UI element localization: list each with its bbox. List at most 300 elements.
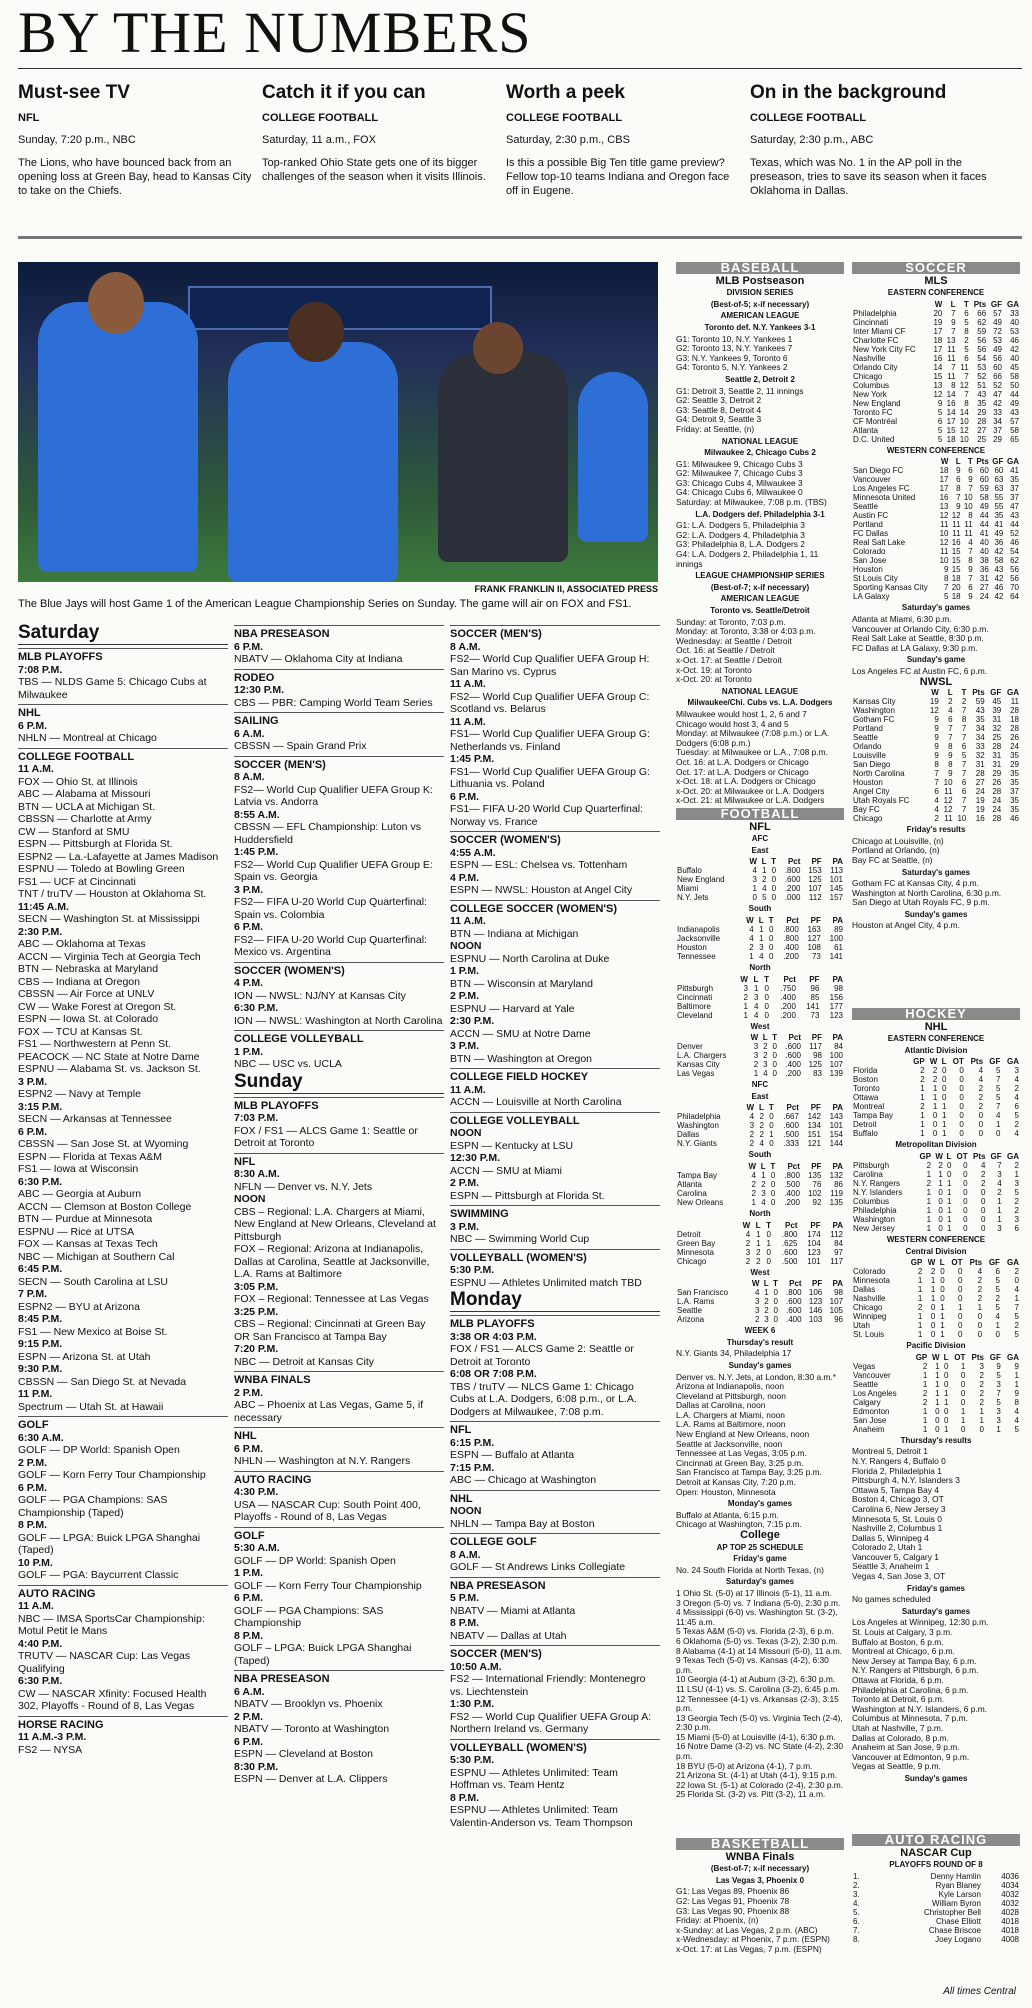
table-cell: 0 xyxy=(772,1051,777,1061)
listing-entry: ION — NWSL: NJ/NY at Kansas City xyxy=(234,989,406,1002)
table-header: W xyxy=(932,1352,940,1362)
table-cell: 0 xyxy=(942,1093,947,1103)
table-cell: 7 xyxy=(995,1102,1001,1112)
series-title: Las Vegas 3, Phoenix 0 xyxy=(715,1875,805,1885)
table-header xyxy=(852,1057,908,1066)
table-cell: 9 xyxy=(951,317,956,327)
table-row xyxy=(676,893,844,902)
table-row xyxy=(852,1416,1020,1425)
table-row xyxy=(676,1257,844,1266)
schedule-line: Open: Houston, Minnesota xyxy=(676,1486,776,1497)
table-cell: 1 xyxy=(753,1069,759,1079)
table-cell: 0 xyxy=(963,1214,968,1224)
table-row xyxy=(852,742,1020,751)
table-cell: 7 xyxy=(948,733,953,743)
table-cell: 4 xyxy=(1014,1415,1019,1425)
table-row xyxy=(852,1188,1020,1197)
standings-table xyxy=(852,688,1020,823)
table-cell: Cincinnati xyxy=(677,992,713,1002)
table-cell: 84 xyxy=(834,1042,843,1052)
table-cell: 7 xyxy=(968,574,973,584)
table-cell: 0 xyxy=(772,1069,777,1079)
table-header: T xyxy=(963,299,969,309)
table-cell: 0 xyxy=(958,1294,963,1304)
table-cell: 14 xyxy=(933,362,943,372)
table-row xyxy=(676,952,844,961)
listing-time: 8:30 P.M. xyxy=(234,1760,279,1773)
listing-entry: GOLF — PGA: Baycurrent Classic xyxy=(18,1569,179,1581)
subheading: (Best-of-7; x-if necessary) xyxy=(710,582,810,592)
table-cell: 7 xyxy=(968,484,973,494)
table-header: GA xyxy=(1007,1151,1019,1161)
subheading: (Best-of-5; x-if necessary) xyxy=(710,299,810,309)
listing-entry: ESPNU — Rice at UTSA xyxy=(18,1225,135,1238)
table-row xyxy=(852,520,1020,529)
table-cell: 0 xyxy=(977,1330,983,1340)
table-cell: 1 xyxy=(932,1084,938,1094)
table-cell: Tampa Bay xyxy=(677,1170,718,1180)
table-cell: Arizona xyxy=(677,1315,705,1325)
schedule-line: 15 Miami (5-0) at Louisville (4-1), 6:30 p.m. xyxy=(676,1731,836,1742)
table-cell: 6 xyxy=(961,778,967,788)
table-cell: 84 xyxy=(834,1238,843,1248)
standings-table xyxy=(852,300,1020,444)
table-cell: 4008 xyxy=(1001,1934,1019,1944)
section-banner: HOCKEY xyxy=(852,1008,1020,1020)
table-cell: 0 xyxy=(938,1196,943,1206)
listing-entry: FS2— World Cup Qualifier UEFA Group E: Spain vs. Georgia xyxy=(234,858,433,883)
result-line: G4: L.A. Dodgers 2, Philadelphia 1, 11 innings xyxy=(676,549,819,569)
table-cell: 139 xyxy=(829,1069,843,1079)
table-cell: Seattle xyxy=(853,502,878,512)
listing-time: 11 A.M.-3 P.M. xyxy=(18,1731,87,1743)
table-cell: 66 xyxy=(993,371,1003,381)
listing-time: 4:55 A.M. xyxy=(450,846,496,859)
table-cell: CF Montréal xyxy=(853,416,898,426)
result-line: Friday: at Seattle, (n) xyxy=(676,423,755,434)
listing-entry: TNT / truTV — Houston at Oklahoma St. xyxy=(18,888,207,900)
result-line: Saturday: at Milwaukee, 7:08 p.m. (TBS) xyxy=(676,497,827,508)
table-header: GP xyxy=(915,1352,928,1362)
table-cell: 5 xyxy=(937,425,943,435)
table-cell: 2 xyxy=(749,1130,755,1140)
listing-time: 6 A.M. xyxy=(234,727,265,740)
table-cell: 5 xyxy=(995,1303,1000,1313)
table-cell: 43 xyxy=(975,706,985,716)
table-cell: 63 xyxy=(994,484,1004,494)
table-row xyxy=(852,733,1020,742)
table-cell: 1 xyxy=(995,1120,1001,1130)
listing-entry: SECN — South Carolina at LSU xyxy=(18,1275,168,1288)
table-cell: 43 xyxy=(977,389,987,399)
listing-time: 3 P.M. xyxy=(234,883,263,896)
table-cell: 4036 xyxy=(1001,1871,1019,1881)
table-cell: 4018 xyxy=(1001,1916,1019,1926)
table-cell: 19 xyxy=(975,805,985,815)
listing-entry: CBSSN — EFL Championship: Luton vs Huddersfield xyxy=(234,821,421,846)
table-cell: 3 xyxy=(764,1315,769,1325)
table-cell: 4 xyxy=(1014,1075,1019,1085)
table-row xyxy=(852,769,1020,778)
listing-entry: NHLN — Washington at N.Y. Rangers xyxy=(234,1455,411,1467)
table-cell: 72 xyxy=(993,326,1003,336)
table-cell: 1 xyxy=(743,1010,748,1020)
listing-entry: NBATV — Toronto at Washington xyxy=(234,1723,390,1735)
table-cell: 0 xyxy=(959,1084,964,1094)
table-row xyxy=(852,363,1020,372)
sport-heading: GOLF xyxy=(234,1527,444,1543)
subheading: Sunday's games xyxy=(904,909,968,919)
table-cell: 9 xyxy=(948,769,953,779)
schedule-line: Monday: at Milwaukee (7:08 p.m.) or L.A. Dodgers (6:08 p.m.) xyxy=(676,728,830,748)
listing-time: 11 A.M. xyxy=(450,715,486,728)
table-row xyxy=(852,1161,1020,1170)
schedule-line: Ottawa at Florida, 6 p.m. xyxy=(852,1675,944,1685)
table-cell: 9 xyxy=(934,715,939,725)
section-title: NHL xyxy=(924,1020,948,1033)
table-cell: 35 xyxy=(1010,796,1019,806)
table-cell: 8 xyxy=(956,484,961,494)
table-cell: 66 xyxy=(977,308,987,318)
listing-entry: NBATV — Brooklyn vs. Phoenix xyxy=(234,1698,383,1710)
table-cell: .600 xyxy=(786,1297,802,1307)
schedule-line: 18 BYU (5-0) at Arizona (4-1), 7 p.m. xyxy=(676,1760,813,1771)
table-header: L xyxy=(939,1258,945,1268)
table-cell: 54 xyxy=(977,353,987,363)
table-cell: 9 xyxy=(934,733,939,743)
table-cell: 1 xyxy=(942,1102,947,1112)
table-cell: 4 xyxy=(978,1066,984,1076)
auto-racing-section xyxy=(852,1834,1020,1944)
table-cell: 1 xyxy=(946,1196,952,1206)
table-header: Pct xyxy=(787,1161,800,1171)
table-cell: 1 xyxy=(960,1415,966,1425)
subheading: Thursday's results xyxy=(900,1435,972,1445)
table-cell: 11 xyxy=(940,520,949,530)
schedule-line: Utah at Nashville, 7 p.m. xyxy=(852,1722,944,1733)
promo-description: The Lions, who have bounced back from an opening loss at Green Bay, head to Kansas City to take on the Chiefs. xyxy=(18,157,252,197)
table-cell: 31 xyxy=(992,751,1002,761)
table-header: Pct xyxy=(788,1033,801,1043)
table-cell: .667 xyxy=(783,1112,799,1122)
table-cell: FC Dallas xyxy=(853,529,889,539)
schedule-line: Detroit at Kansas City, 7:20 p.m. xyxy=(676,1477,796,1488)
table-header: T xyxy=(770,1161,776,1171)
table-cell: 1 xyxy=(944,1424,949,1434)
table-cell: .750 xyxy=(780,983,796,993)
sport-heading: SOCCER (MEN'S) xyxy=(234,756,444,772)
table-cell: 1 xyxy=(1014,1370,1019,1380)
listing-time: 6 P.M. xyxy=(450,790,479,803)
table-cell: 2 xyxy=(753,1060,759,1070)
table-cell: 98 xyxy=(834,983,843,993)
table-header xyxy=(676,1033,746,1042)
table-row xyxy=(852,502,1020,511)
table-cell: 2 xyxy=(979,1397,984,1407)
table-row xyxy=(852,1066,1020,1075)
table-header: L xyxy=(761,857,767,867)
listing-entry: FOX / FS1 — ALCS Game 1: Seattle or Detroit at Toronto xyxy=(234,1124,418,1149)
table-cell: 2 xyxy=(977,1276,983,1286)
table-cell: Chicago xyxy=(677,1256,707,1266)
table-cell: 1 xyxy=(922,1406,928,1416)
table-cell: 3 xyxy=(754,1306,760,1316)
table-cell: Chicago xyxy=(853,371,883,381)
table-cell: 0 xyxy=(960,1370,966,1380)
table-cell: 0 xyxy=(963,1205,968,1215)
table-row xyxy=(852,1362,1020,1371)
table-cell: 17 xyxy=(939,484,949,494)
schedule-line: 10 Georgia (4-1) at Auburn (3-2), 6:30 p.m. xyxy=(676,1674,836,1685)
sport-heading: MLB PLAYOFFS xyxy=(18,648,228,664)
table-cell: 6 xyxy=(934,787,939,797)
table-cell: Pittsburgh xyxy=(677,983,714,993)
listing-time: 9:30 P.M. xyxy=(18,1363,63,1375)
table-cell: 7 xyxy=(961,724,967,734)
table-row xyxy=(852,390,1020,399)
schedule-line: Sunday: at Toronto, 7:03 p.m. xyxy=(676,616,786,627)
table-header: T xyxy=(771,857,777,867)
table-cell: 6 xyxy=(1014,1223,1019,1233)
table-cell: 0 xyxy=(958,1267,963,1277)
table-cell: 102 xyxy=(808,1188,822,1198)
table-cell: .400 xyxy=(783,942,799,952)
table-cell: 9 xyxy=(1014,1361,1019,1371)
table-cell: 5 xyxy=(1014,1111,1019,1121)
table-cell: Montreal xyxy=(853,1102,885,1112)
table-cell: 1 xyxy=(997,1196,1002,1206)
schedule-line: x-Oct. 20: at Toronto xyxy=(676,674,752,685)
section-banner: BASKETBALL xyxy=(676,1838,844,1850)
listing-time: 5:30 P.M. xyxy=(450,1754,495,1766)
result-line: G2: L.A. Dodgers 4, Philadelphia 3 xyxy=(676,529,805,540)
table-cell: 19 xyxy=(975,796,985,806)
table-cell: 135 xyxy=(808,1170,822,1180)
schedule-line: x-Oct. 21: at Milwaukee or L.A. Dodgers xyxy=(676,795,825,806)
table-cell: 1 xyxy=(935,1361,940,1371)
table-cell: 2 xyxy=(756,1247,761,1257)
table-cell: 16 xyxy=(939,493,949,503)
table-cell: 3 xyxy=(749,1121,755,1131)
table-cell: 2 xyxy=(995,1294,1000,1304)
listing-time: 6:45 P.M. xyxy=(18,1263,63,1275)
table-row xyxy=(852,565,1020,574)
table-header: GF xyxy=(989,1352,1001,1362)
table-row xyxy=(852,1380,1020,1389)
table-cell: 29 xyxy=(993,434,1003,444)
table-header: T xyxy=(961,688,967,698)
sport-heading: NFL xyxy=(234,1153,444,1169)
table-cell: 2 xyxy=(759,1130,764,1140)
table-row xyxy=(852,1330,1020,1339)
division-heading: Atlantic Division xyxy=(904,1045,968,1055)
table-header: L xyxy=(763,1279,769,1289)
table-cell: 5 xyxy=(961,751,967,761)
table-cell: 4 xyxy=(978,1075,984,1085)
table-cell: 28 xyxy=(1010,724,1019,734)
table-header: L xyxy=(941,1057,947,1067)
table-cell: 0 xyxy=(932,1120,938,1130)
division-heading: South xyxy=(748,904,772,914)
table-cell: 1 xyxy=(1014,1169,1019,1179)
table-cell: Houston xyxy=(853,778,883,788)
table-cell: 38 xyxy=(979,556,989,566)
table-header: PF xyxy=(812,1279,823,1289)
photo-blue-jays-celebration xyxy=(18,262,658,582)
listing-time: 8:45 P.M. xyxy=(18,1313,63,1325)
table-row xyxy=(676,1198,844,1207)
listing-entry: ACCN — SMU at Notre Dame xyxy=(450,1027,591,1040)
table-cell: Boston xyxy=(853,1075,878,1085)
table-cell: North Carolina xyxy=(853,769,905,779)
table-cell: Inter Miami CF xyxy=(853,326,906,336)
football-section xyxy=(676,808,844,1800)
table-cell: 0 xyxy=(752,893,757,903)
listing-time: 5:30 A.M. xyxy=(234,1542,280,1554)
table-cell: 0 xyxy=(930,1312,936,1322)
schedule-line: Los Angeles FC at Austin FC, 6 p.m. xyxy=(852,665,987,676)
subheading: Friday's results xyxy=(906,825,966,835)
table-cell: Philadelphia xyxy=(677,1112,721,1122)
table-cell: 2 xyxy=(981,1169,986,1179)
listing-entry: FS2— World Cup Qualifier UEFA Group C: Scotland vs. Belarus xyxy=(450,690,650,715)
listing-entry: ESPN2 — BYU at Arizona xyxy=(18,1300,140,1313)
table-cell: 53 xyxy=(993,335,1003,345)
table-cell: 5 xyxy=(996,1397,1001,1407)
table-cell: 1 xyxy=(917,1330,923,1340)
sport-heading: WNBA FINALS xyxy=(234,1371,444,1387)
schedule-line: x-Oct. 19: at Toronto xyxy=(676,664,752,675)
schedule-line: 12 Tennessee (4-1) vs. Arkansas (2-3), 3:15 p.m. xyxy=(676,1693,839,1714)
table-cell: 60 xyxy=(993,362,1003,372)
table-cell: 20 xyxy=(933,308,943,318)
table-cell: 1 xyxy=(1014,1379,1019,1389)
table-cell: 0 xyxy=(978,1120,984,1130)
table-cell: 52 xyxy=(977,371,987,381)
table-cell: 11 xyxy=(952,529,961,539)
table-cell: 107 xyxy=(829,1297,843,1307)
schedule-line: Wednesday: at Seattle / Detroit xyxy=(676,635,792,646)
table-cell: 70 xyxy=(1010,583,1019,593)
table-cell: 49 xyxy=(979,502,989,512)
table-cell: Los Angeles FC xyxy=(853,484,910,494)
table-cell: D.C. United xyxy=(853,434,895,444)
table-cell: 5 xyxy=(1014,1424,1019,1434)
table-cell: 135 xyxy=(829,1197,843,1207)
table-cell: 100 xyxy=(829,933,843,943)
table-header: Pct xyxy=(786,915,799,925)
table-row xyxy=(852,1872,1020,1881)
listing-time: 11 A.M. xyxy=(18,1600,54,1612)
table-cell: 60 xyxy=(994,466,1004,476)
table-row xyxy=(852,354,1020,363)
listing-time: 8:55 A.M. xyxy=(234,808,280,821)
schedule-line: Anaheim at San Jose, 9 p.m. xyxy=(852,1742,960,1753)
promo-description: Texas, which was No. 1 in the AP poll in the preseason, tries to save its season when it faces Oklahoma in Dallas. xyxy=(750,157,987,197)
listing-time: NOON xyxy=(450,1127,482,1139)
result-line: G4: Chicago Cubs 6, Milwaukee 0 xyxy=(676,487,803,498)
schedule-line: Chicago would host 3, 4 and 5 xyxy=(676,718,789,729)
table-row xyxy=(852,372,1020,381)
table-cell: 0 xyxy=(946,1160,952,1170)
table-row xyxy=(852,435,1020,444)
table-cell: 2 xyxy=(934,814,939,824)
table-cell: .400 xyxy=(784,1188,800,1198)
table-cell: 58 xyxy=(1010,425,1019,435)
table-cell: 0 xyxy=(944,1379,949,1389)
table-cell: 112 xyxy=(830,1229,843,1239)
schedule-line: Toronto at Detroit, 6 p.m. xyxy=(852,1694,945,1705)
table-cell: 2 xyxy=(922,1388,928,1398)
table-cell: 28 xyxy=(1010,706,1019,716)
table-cell: 1 xyxy=(960,1361,966,1371)
table-cell: 7 xyxy=(961,706,967,716)
table-cell: 0 xyxy=(773,1288,778,1298)
table-cell: 5. xyxy=(853,1907,860,1917)
listing-entry: ESPNU — Athletes Unlimited match TBD xyxy=(450,1276,642,1289)
schedule-line: Tuesday: at Milwaukee or L.A., 7:08 p.m. xyxy=(676,747,828,758)
table-cell: 42 xyxy=(994,592,1004,602)
table-cell: 1 xyxy=(926,1214,932,1224)
schedule-line: Columbus at Minnesota, 7 p.m. xyxy=(852,1713,968,1724)
table-cell: Washington xyxy=(853,1214,895,1224)
table-cell: 2 xyxy=(764,1297,769,1307)
table-cell: 0 xyxy=(995,1330,1000,1340)
table-cell: Buffalo xyxy=(853,1129,878,1139)
baseball-section xyxy=(676,262,844,806)
promo-category: COLLEGE FOOTBALL xyxy=(750,112,867,124)
table-cell: 2 xyxy=(761,1179,766,1189)
tv-listings-column-3 xyxy=(450,622,660,1829)
table-cell: 5 xyxy=(995,1276,1000,1286)
table-cell: 40 xyxy=(1010,353,1019,363)
table-cell: 16 xyxy=(975,814,985,824)
table-cell: 8 xyxy=(968,511,973,521)
listing-time: 5 P.M. xyxy=(450,1592,479,1604)
table-cell: 4 xyxy=(759,951,764,961)
result-line: Colorado 2, Utah 1 xyxy=(852,1542,923,1553)
table-cell: 1 xyxy=(940,1303,945,1313)
table-cell: 62 xyxy=(1010,556,1019,566)
result-line: Bay FC at Seattle, (n) xyxy=(852,854,933,865)
division-heading: North xyxy=(749,962,771,972)
table-cell: 0 xyxy=(770,1197,776,1207)
table-header: W xyxy=(940,457,949,467)
listing-entry: CBSSN — Spain Grand Prix xyxy=(234,740,367,752)
listing-entry: TBS / truTV — NLCS Game 1: Chicago Cubs at L.A. Dodgers, 6:08 p.m., or L.A. Dodgers at Milwaukee, 7:08 p.m. xyxy=(450,1380,637,1418)
table-cell: Washington xyxy=(677,1121,719,1131)
table-cell: 33 xyxy=(993,407,1003,417)
table-cell: 4 xyxy=(995,1312,1000,1322)
table-header: L xyxy=(758,915,764,925)
table-cell: 1 xyxy=(743,1001,748,1011)
schedule-line: Vancouver at Orlando City, 6:30 p.m. xyxy=(852,623,989,634)
division-heading: West xyxy=(750,1267,770,1277)
subheading: Saturday's games xyxy=(725,1577,795,1587)
table-cell: 0 xyxy=(940,1285,945,1295)
table-row xyxy=(852,1407,1020,1416)
table-row xyxy=(676,1306,844,1315)
section-title: MLB Postseason xyxy=(715,274,805,287)
table-cell: 11 xyxy=(1010,697,1019,707)
table-cell: 46 xyxy=(1010,814,1019,824)
table-cell: New York City FC xyxy=(853,344,916,354)
listing-entry: ESPN — Iowa St. at Colorado xyxy=(18,1013,159,1025)
table-cell: 8. xyxy=(853,1934,860,1944)
table-header: PF xyxy=(811,857,822,867)
listing-entry: FS2 — International Friendly: Montenegro vs. Liechtenstein xyxy=(450,1673,646,1698)
listing-entry: BTN — Purdue at Minnesota xyxy=(18,1213,153,1225)
